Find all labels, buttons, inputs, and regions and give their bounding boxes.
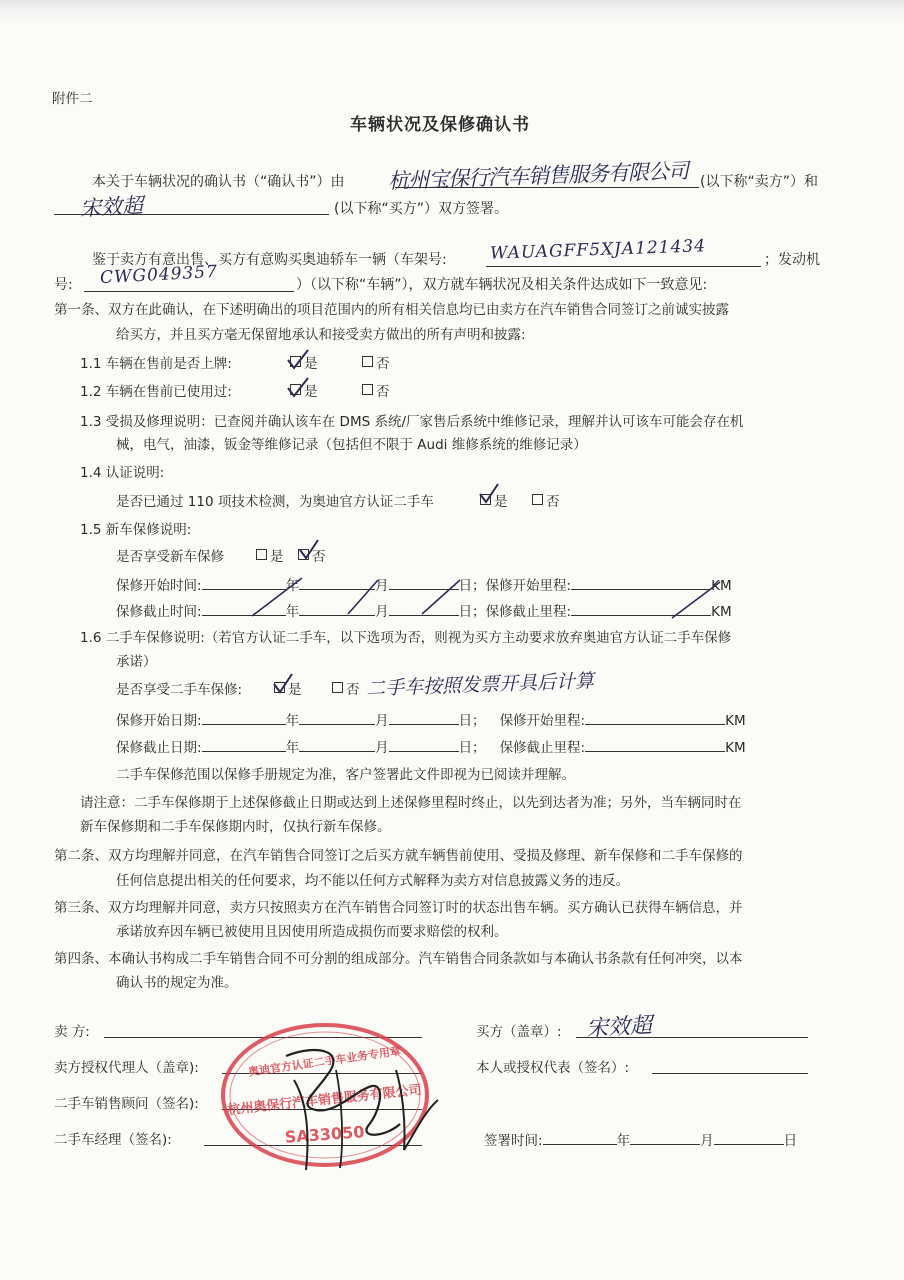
end-km-label: 保修截止里程: bbox=[499, 740, 586, 756]
buyer-name-handwritten: 宋效超 bbox=[79, 193, 144, 221]
day-label: 日； bbox=[458, 740, 486, 756]
s11-label: 1.1 车辆在售前是否上牌: bbox=[80, 356, 232, 372]
month-label: 月 bbox=[700, 1133, 714, 1149]
buyer-label: 买方（盖章）: bbox=[476, 1024, 562, 1040]
note-a: 请注意：二手车保修期于上述保修截止日期或达到上述保修里程时终止，以先到达者为准；另外，当车辆同时在 bbox=[80, 795, 742, 811]
checkbox-icon bbox=[362, 384, 373, 395]
attachment-label: 附件二 bbox=[52, 91, 93, 107]
seller-signature bbox=[276, 1040, 446, 1180]
intro-text-2: (以下称“卖方”）和 bbox=[700, 174, 818, 190]
km-blank bbox=[585, 737, 725, 752]
s16-question: 是否享受二手车保修: bbox=[116, 682, 243, 698]
article4-a: 第四条、本确认书构成二手车销售合同不可分割的组成部分。汽车销售合同条款如与本确认书条款有任何冲突，以本 bbox=[54, 951, 743, 967]
s16-text-b: 承诺） bbox=[116, 654, 157, 670]
yes-label: 是 bbox=[288, 682, 302, 698]
note-b: 新车保修期和二手车保修期内时，仅执行新车保修。 bbox=[80, 819, 391, 835]
article3-a: 第三条、双方均理解并同意，卖方只按照卖方在汽车销售合同签订时的状态出售车辆。买方确认已获得车辆信息，并 bbox=[54, 900, 743, 916]
article1-head: 第一条、双方在此确认，在下述明确出的项目范围内的所有相关信息均已由卖方在汽车销售合同签订之前诚实披露 bbox=[54, 302, 729, 318]
sign-date-label: 签署时间: bbox=[484, 1133, 543, 1149]
sign-date-row bbox=[484, 1130, 797, 1151]
start-km-label: 保修开始里程: bbox=[499, 713, 586, 729]
s16-start-row bbox=[116, 710, 746, 731]
end-date-label: 保修截止日期: bbox=[116, 740, 202, 756]
intro-text-4: 鉴于卖方有意出售、买方有意购买奥迪轿车一辆（车架号: bbox=[92, 252, 447, 268]
km-label: KM bbox=[725, 740, 746, 756]
year-label: 年 bbox=[285, 604, 300, 620]
year-blank bbox=[543, 1130, 617, 1145]
intro-text-5: ；发动机 bbox=[764, 252, 820, 268]
year-blank bbox=[202, 737, 286, 752]
warranty-scope: 二手车保修范围以保修手册规定为准，客户签署此文件即视为已阅读并理解。 bbox=[116, 767, 575, 783]
handwritten-checkmark-4 bbox=[270, 672, 296, 696]
buyer-rep-line bbox=[652, 1073, 808, 1074]
handwritten-checkmark-2 bbox=[476, 482, 502, 506]
intro-text-7: ）（以下称“车辆”），双方就车辆状况及相关条件达成如下一致意见: bbox=[296, 277, 708, 293]
yes-label: 是 bbox=[304, 384, 318, 400]
km-label: KM bbox=[711, 578, 732, 594]
day-label: 日 bbox=[783, 1133, 798, 1149]
no-label: 否 bbox=[312, 549, 326, 565]
month-blank bbox=[630, 1130, 700, 1145]
seller-label: 卖 方: bbox=[54, 1024, 90, 1040]
day-blank bbox=[389, 737, 459, 752]
buyer-signature-handwritten: 宋效超 bbox=[585, 1013, 653, 1042]
article4-b: 确认书的规定为准。 bbox=[116, 975, 238, 991]
handwritten-checkmarks-1 bbox=[284, 348, 314, 408]
article3-b: 承诺放弃因车辆已被使用且因使用所造成损伤而要求赔偿的权利。 bbox=[116, 924, 508, 940]
checkbox-icon bbox=[332, 682, 343, 693]
seller-name-handwritten: 杭州宝保行汽车销售服务有限公司 bbox=[387, 158, 689, 194]
s13-text-a: 1.3 受损及修理说明：已查阅并确认该车在 DMS 系统/厂家售后系统中维修记录，理解并认可该车可能会存在机 bbox=[80, 414, 744, 430]
s13-text-b: 械，电气，油漆，钣金等维修记录（包括但不限于 Audi 维修系统的维修记录） bbox=[116, 437, 587, 453]
s15-question: 是否享受新车保修 bbox=[116, 549, 224, 565]
year-blank bbox=[202, 710, 286, 725]
start-time-label: 保修开始时间: bbox=[116, 578, 202, 594]
handwritten-strike-lines bbox=[250, 574, 730, 620]
year-label: 年 bbox=[285, 740, 300, 756]
vin-handwritten: WAUAGFF5XJA121434 bbox=[489, 236, 707, 264]
no-label: 否 bbox=[546, 494, 560, 510]
day-label: 日； bbox=[458, 604, 486, 620]
month-label: 月 bbox=[375, 604, 389, 620]
s14-no bbox=[530, 492, 560, 512]
svg-text:SA33050: SA33050 bbox=[284, 1122, 365, 1147]
s16-text-a: 1.6 二手车保修说明:（若官方认证二手车，以下选项为否，则视为买方主动要求放弃奥迪官方认证二手车保修 bbox=[80, 630, 732, 646]
day-label: 日； bbox=[458, 578, 486, 594]
yes-label: 是 bbox=[494, 494, 508, 510]
s16-end-row bbox=[116, 737, 746, 758]
month-label: 月 bbox=[375, 578, 389, 594]
document-title: 车辆状况及保修确认书 bbox=[350, 115, 530, 135]
yes-label: 是 bbox=[304, 356, 318, 372]
article1-head-cont: 给买方，并且买方毫无保留地承认和接受卖方做出的所有声明和披露: bbox=[116, 327, 526, 343]
article2-b: 任何信息提出相关的任何要求，均不能以任何方式解释为卖方对信息披露义务的违反。 bbox=[116, 873, 629, 889]
s16-note-handwritten: 二手车按照发票开具后计算 bbox=[365, 670, 595, 700]
manager-label: 二手车经理（签名): bbox=[54, 1132, 172, 1148]
sales-consultant-label: 二手车销售顾问（签名): bbox=[54, 1096, 199, 1112]
svg-text:杭州奥保行汽车销售服务有限公司: 杭州奥保行汽车销售服务有限公司 bbox=[226, 1082, 423, 1119]
vin-line bbox=[486, 265, 761, 267]
s14-question: 是否已通过 110 项技术检测，为奥迪官方认证二手车 bbox=[116, 494, 434, 510]
s15-label: 1.5 新车保修说明: bbox=[80, 522, 192, 538]
handwritten-checkmark-3 bbox=[296, 538, 322, 562]
intro-text-6: 号: bbox=[54, 277, 73, 293]
year-label: 年 bbox=[285, 578, 300, 594]
checkbox-icon bbox=[362, 356, 373, 367]
intro-text-3: (以下称“买方”）双方签署。 bbox=[334, 201, 508, 217]
s14-label: 1.4 认证说明: bbox=[80, 465, 165, 481]
km-label: KM bbox=[725, 713, 746, 729]
km-blank bbox=[585, 710, 725, 725]
month-blank bbox=[299, 710, 375, 725]
s12-no bbox=[360, 382, 390, 402]
s15-yes bbox=[254, 547, 284, 567]
year-label: 年 bbox=[616, 1133, 631, 1149]
intro-text-1: 本关于车辆状况的确认书（“确认书”）由 bbox=[92, 174, 345, 190]
svg-text:奥迪官方认证二手车业务专用章: 奥迪官方认证二手车业务专用章 bbox=[247, 1044, 402, 1079]
engine-no-handwritten: CWG049357 bbox=[99, 261, 219, 289]
month-label: 月 bbox=[375, 740, 389, 756]
day-blank bbox=[389, 710, 459, 725]
s11-no bbox=[360, 354, 390, 374]
month-label: 月 bbox=[375, 713, 389, 729]
article2-a: 第二条、双方均理解并同意，在汽车销售合同签订之后买方就车辆售前使用、受损及修理、新车保修和二手车保修的 bbox=[54, 848, 743, 864]
scan-top-edge bbox=[0, 0, 904, 26]
checkbox-icon bbox=[532, 494, 543, 505]
no-label: 否 bbox=[376, 356, 390, 372]
buyer-rep-label: 本人或授权代表（签名）: bbox=[476, 1060, 630, 1076]
seller-agent-label: 卖方授权代理人（盖章): bbox=[54, 1060, 199, 1076]
no-label: 否 bbox=[346, 682, 360, 698]
s16-no bbox=[330, 680, 360, 700]
start-km-label: 保修开始里程: bbox=[485, 578, 572, 594]
km-label: KM bbox=[711, 604, 732, 620]
engine-no-line bbox=[84, 290, 294, 292]
end-km-label: 保修截止里程: bbox=[485, 604, 572, 620]
day-label: 日； bbox=[458, 713, 486, 729]
start-date-label: 保修开始日期: bbox=[116, 713, 202, 729]
yes-label: 是 bbox=[270, 549, 284, 565]
month-blank bbox=[299, 737, 375, 752]
s12-label: 1.2 车辆在售前已使用过: bbox=[80, 384, 232, 400]
no-label: 否 bbox=[376, 384, 390, 400]
end-time-label: 保修截止时间: bbox=[116, 604, 202, 620]
checkbox-icon bbox=[256, 549, 267, 560]
year-label: 年 bbox=[285, 713, 300, 729]
day-blank bbox=[714, 1130, 784, 1145]
